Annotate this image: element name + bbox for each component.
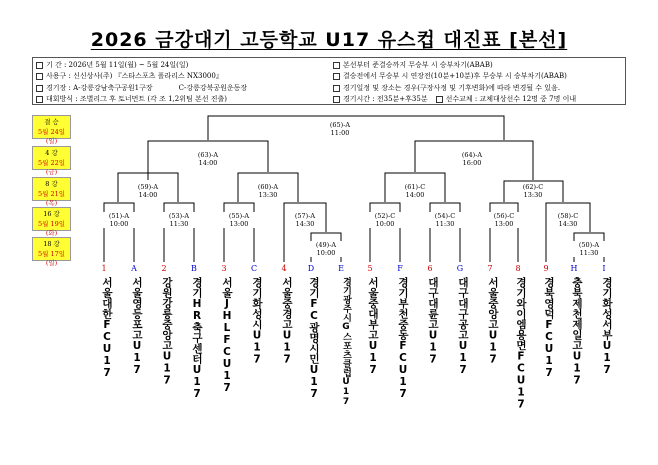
- match-label: [306, 241, 346, 257]
- team-seed: 9: [543, 264, 549, 273]
- match-label: [285, 212, 325, 228]
- team-seed: 8: [515, 264, 521, 273]
- match-label: [219, 212, 259, 228]
- match-label: [99, 212, 139, 228]
- round-name: 4 강: [45, 149, 58, 157]
- match-id: (64)-A: [461, 151, 483, 159]
- info-rule-final: 결승전에서 무승부 시 연장전(10분+10분)후 무승부 시 승부차기(ABAB): [343, 72, 567, 81]
- match-time: 11:00: [330, 129, 350, 137]
- team-name: 대구대륜고U17: [427, 277, 439, 366]
- match-time: 14:00: [405, 191, 425, 199]
- match-label: [365, 212, 405, 228]
- team-name: 서울JHLFCU17: [221, 277, 233, 394]
- match-id: (52)-C: [374, 212, 396, 220]
- team-seed: A: [131, 264, 137, 273]
- match-id: (54)-C: [434, 212, 456, 220]
- match-time: 14:00: [198, 159, 218, 167]
- match-id: (65)-A: [329, 121, 351, 129]
- match-id: (61)-C: [404, 183, 426, 191]
- team-name: 충북제천제일고U17: [571, 277, 583, 387]
- team-seed: 2: [161, 264, 167, 273]
- match-time: 10:00: [316, 249, 336, 257]
- match-id: (50)-A: [578, 241, 600, 249]
- team-seed: 7: [487, 264, 493, 273]
- match-time: 16:00: [462, 159, 482, 167]
- match-time: 11:30: [579, 249, 599, 257]
- info-venue-a: 경기장 : A-강릉강남축구공원1구장: [46, 83, 153, 92]
- match-label: [128, 183, 168, 199]
- team-seed: 3: [221, 264, 227, 273]
- info-period: 기 간 : 2026년 5월 11일(월) ~ 5월 24일(일): [46, 61, 189, 69]
- team-name: 서울중경고U17: [281, 277, 293, 366]
- team-name: 경기광주시G스포츠클럽U17: [341, 277, 351, 407]
- info-rule-knockout: 본선부터 준결승까지 무승부 시 승부차기(ABAB): [343, 61, 493, 69]
- round-date: 5월 17일(일): [37, 249, 66, 267]
- team-seed: D: [307, 264, 315, 273]
- match-time: 13:00: [229, 220, 249, 228]
- match-label: [569, 241, 609, 257]
- team-seed: F: [397, 264, 403, 273]
- team-seed: C: [250, 264, 258, 273]
- team-name: 경기와이엠용면FCU17: [515, 277, 527, 411]
- team-name: 경기화성시U17: [251, 277, 263, 366]
- match-label: [188, 151, 228, 167]
- match-label: [548, 212, 588, 228]
- match-label: [159, 212, 199, 228]
- match-label: [395, 183, 435, 199]
- page-title: 2026 금강대기 고등학교 U17 유스컵 대진표 [본선]: [90, 29, 568, 51]
- team-name: 서울중앙고U17: [487, 277, 499, 366]
- team-name: 서울대한FCU17: [101, 277, 113, 379]
- team-name: 서울영등포고U17: [131, 277, 143, 376]
- team-name: 경기FC광명시민U17: [308, 277, 320, 400]
- match-label: [452, 151, 492, 167]
- info-ball: 사용구 : 신신상사(주) 『스타스포츠 폴라리스 NX3000』: [46, 72, 223, 81]
- team-seed: 4: [281, 264, 287, 273]
- info-venue-c: C-강릉강북공원운동장: [178, 83, 248, 92]
- match-time: 13:00: [494, 220, 514, 228]
- team-name: 경기화성서부U17: [601, 277, 613, 376]
- team-seed: G: [456, 264, 464, 273]
- match-time: 10:00: [109, 220, 129, 228]
- match-time: 14:30: [295, 220, 315, 228]
- match-id: (62)-C: [522, 183, 544, 191]
- round-name: 18 강: [43, 240, 60, 248]
- team-name: 경북영덕FCU17: [543, 277, 555, 379]
- info-format: 대회방식 : 조별리그 후 토너먼트 (각 조 1,2위팀 본선 진출): [46, 94, 227, 103]
- round-name: 16 강: [43, 210, 60, 218]
- info-substitution: 선수교체 : 교체대상선수 12명 중 7명 이내: [445, 94, 577, 103]
- match-id: (55)-A: [228, 212, 250, 220]
- match-time: 13:30: [523, 191, 543, 199]
- round-date: 5월 21일(목): [37, 189, 66, 207]
- match-time: 11:30: [435, 220, 455, 228]
- match-id: (51)-A: [108, 212, 130, 220]
- match-time: 11:30: [169, 220, 189, 228]
- team-name: 경기HR축구센터U17: [191, 277, 203, 400]
- round-date: 5월 22일(금): [37, 158, 66, 176]
- round-date: 5월 24일(일): [37, 127, 66, 145]
- team-name: 대구대구공고U17: [457, 277, 469, 376]
- match-label: [248, 183, 288, 199]
- match-id: (56)-C: [493, 212, 515, 220]
- team-name: 서울중대부고U17: [367, 277, 379, 376]
- match-id: (60)-A: [257, 183, 279, 191]
- match-time: 14:30: [558, 220, 578, 228]
- team-seed: E: [338, 264, 344, 273]
- team-seed: 1: [101, 264, 107, 273]
- match-time: 13:30: [258, 191, 278, 199]
- team-seed: I: [602, 264, 606, 273]
- match-label: [513, 183, 553, 199]
- match-id: (63)-A: [197, 151, 219, 159]
- match-id: (57)-A: [294, 212, 316, 220]
- match-id: (53)-A: [168, 212, 190, 220]
- team-seed: B: [191, 264, 197, 273]
- team-name: 경기부천중동FCU17: [397, 277, 409, 400]
- match-label: [425, 212, 465, 228]
- match-label: [320, 121, 360, 137]
- match-time: 14:00: [138, 191, 158, 199]
- info-rule-schedule: 경기일정 및 장소는 경우(구장사정 및 기후변화)에 따라 변경될 수 있음.: [343, 83, 561, 92]
- round-date: 5월 19일(화): [37, 219, 66, 237]
- team-seed: 6: [427, 264, 433, 273]
- round-name: 결 승: [44, 118, 59, 126]
- round-name: 8 강: [45, 180, 58, 188]
- match-id: (59)-A: [137, 183, 159, 191]
- team-seed: 5: [367, 264, 373, 273]
- match-label: [484, 212, 524, 228]
- team-name: 강원강릉중앙고U17: [161, 277, 173, 387]
- match-id: (49)-A: [315, 241, 337, 249]
- match-id: (58)-C: [557, 212, 579, 220]
- match-time: 10:00: [375, 220, 395, 228]
- team-seed: H: [570, 264, 578, 273]
- info-match-time: 경기시간 : 전35분+후35분: [343, 94, 428, 103]
